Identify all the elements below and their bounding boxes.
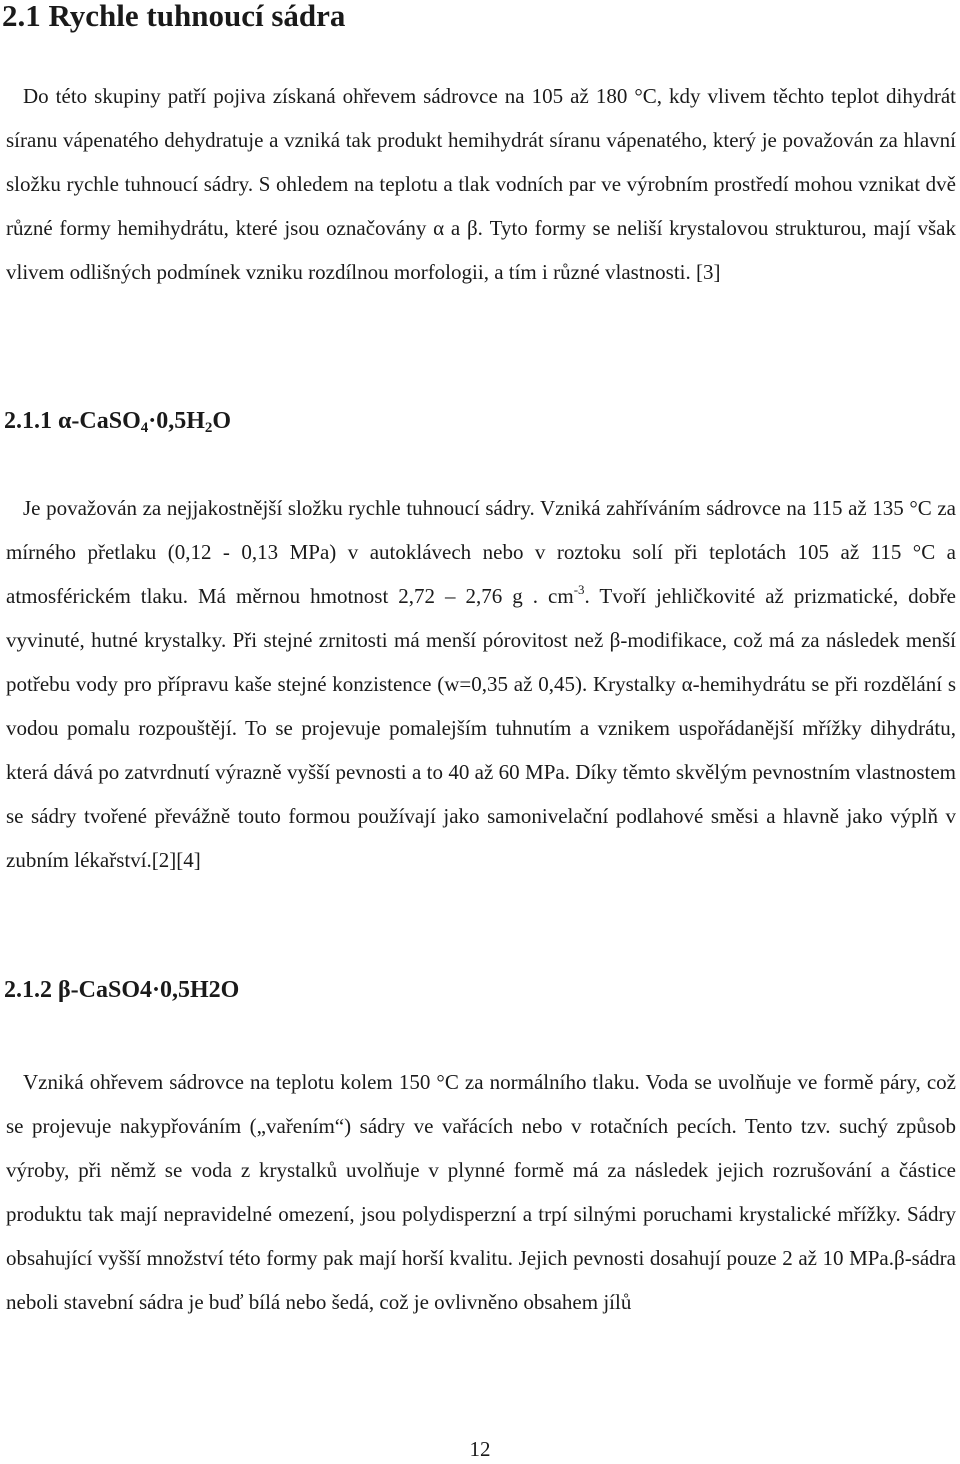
subsection-alpha-suffix: O (212, 408, 232, 434)
paragraph-alpha (6, 486, 956, 882)
paragraph-alpha-text-a: Je považován za nejjakostnější složku rychle tuhnoucí sádry. Vzniká zahříváním sádrovce na 115 až 135 °C za mírného přetlaku (0,12 - 0,13 MPa) v autoklávech nebo v roztoku solí při teplotách 105 až 115 °C a atmosférickém tlaku. Má měrnou hmotnost 2,72 – 2,76 g . cm (6, 496, 956, 608)
subsection-heading-alpha (4, 406, 231, 436)
subsection-alpha-sub-4: 4 (140, 420, 149, 436)
page-number: 12 (469, 1437, 491, 1461)
paragraph-alpha-superscript: -3 (573, 582, 585, 597)
subsection-alpha-sub-2: 2 (204, 420, 213, 436)
paragraph-alpha-text-b: . Tvoří jehličkovité až prizmatické, dobře vyvinuté, hutné krystalky. Při stejné zrnitosti má menší pórovitost než β-modifikace, což má za následek menší potřebu vody pro přípravu kaše stejné konzistence (w=0,35 až 0,45). Krystalky α-hemihydrátu se při rozdělání s vodou pomalu rozpouštějí. To se projevuje pomalejším tuhnutím a vznikem uspořádanější mřížky dihydrátu, která dává po zatvrdnutí výrazně vyšší pevnosti a to 40 až 60 MPa. Díky těmto skvělým pevnostním vlastnostem se sádry tvořené převážně touto formou používají jako samonivelační podlahové směsi a hlavně jako výplň v zubním lékařství.[2][4] (6, 584, 957, 872)
subsection-alpha-middle: ·0,5H (148, 408, 205, 434)
paragraph-intro: Do této skupiny patří pojiva získaná ohřevem sádrovce na 105 až 180 °C, kdy vlivem těchto teplot dihydrát síranu vápenatého dehydratuje a vzniká tak produkt hemihydrát síranu vápenatého, který je považován za hlavní složku rychle tuhnoucí sádry. S ohledem na teplotu a tlak vodních par ve výrobním prostředí mohou vznikat dvě různé formy hemihydrátu, které jsou označovány α a β. Tyto formy se neliší krystalovou strukturou, mají však vlivem odlišných podmínek vzniku rozdílnou morfologii, a tím i různé vlastnosti. [3] (6, 84, 956, 284)
paragraph-beta: Vzniká ohřevem sádrovce na teplotu kolem 150 °C za normálního tlaku. Voda se uvolňuje ve formě páry, což se projevuje nakypřováním („vařením“) sádry ve vařácích nebo v rotačních pecích. Tento tzv. suchý způsob výroby, při němž se voda z krystalků uvolňuje v plynné formě má za následek jejich rozrušování a částice produktu tak mají nepravidelné omezení, jsou polydisperzní a trpí silnými poruchami krystalické mřížky. Sádry obsahující vyšší množství této formy pak mají horší kvalitu. Jejich pevnosti dosahují pouze 2 až 10 MPa.β-sádra neboli stavební sádra je buď bílá nebo šedá, což je ovlivněno obsahem jílů (6, 1070, 956, 1314)
subsection-heading-beta: 2.1.2 β-CaSO4·0,5H2O (4, 977, 240, 1003)
subsection-alpha-prefix: 2.1.1 α-CaSO (4, 408, 141, 434)
section-heading: 2.1 Rychle tuhnoucí sádra (2, 0, 346, 33)
